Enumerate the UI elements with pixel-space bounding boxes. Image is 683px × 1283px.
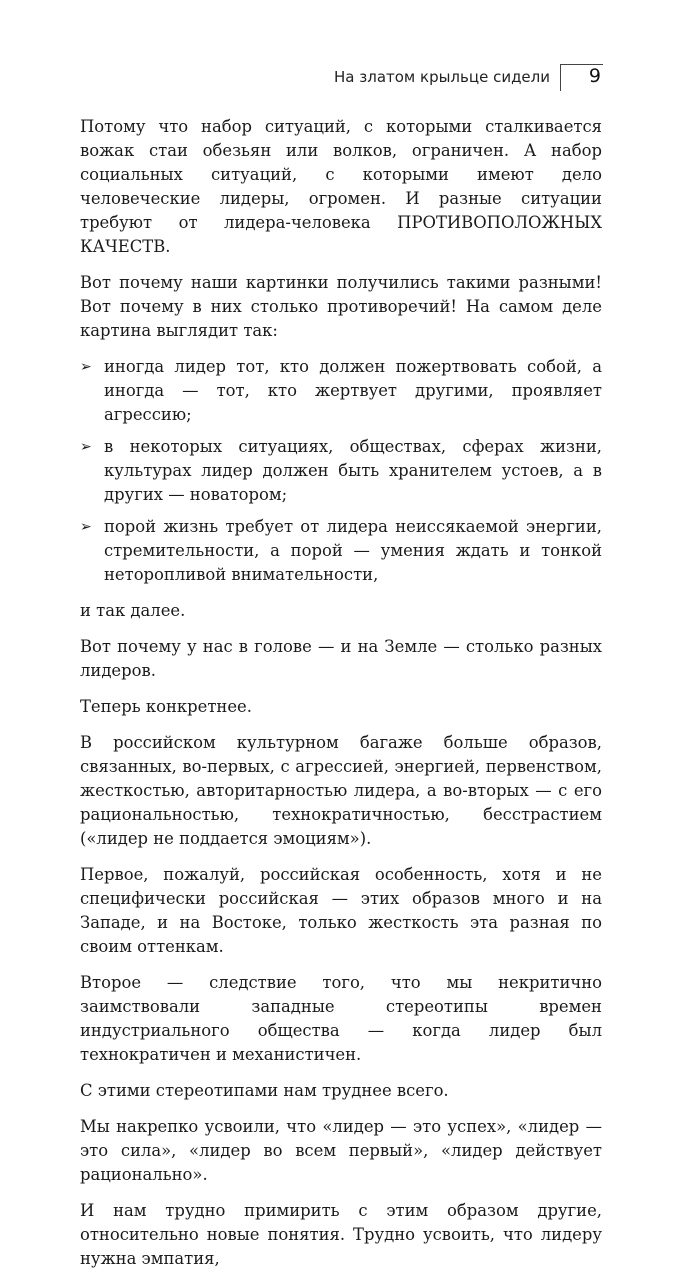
arrow-bullet-icon: ➢ — [80, 439, 92, 455]
paragraph: Вот почему у нас в голове — и на Земле — столько разных лидеров. — [80, 637, 602, 680]
paragraph: В российском культурном багаже больше образов, связанных, во-первых, с агрессией, энергией, первенством, жесткостью, авторитарностью лидера, а во-вторых — с его рациональностью, технократичностью, бесстрастием («лидер не поддается эмоциям»). — [80, 733, 602, 848]
list-item-text: в некоторых ситуациях, обществах, сферах жизни, культурах лидер должен быть хранителем устоев, а в других — новатором; — [104, 437, 602, 504]
paragraph: Мы накрепко усвоили, что «лидер — это успех», «лидер — это сила», «лидер во всем первый», «лидер действует рационально». — [80, 1117, 602, 1184]
paragraph: Второе — следствие того, что мы некритично заимствовали западные стереотипы времен индустриального общества — когда лидер был технократичен и механистичен. — [80, 973, 602, 1064]
page-body — [80, 115, 602, 1283]
list-item-text: иногда лидер тот, кто должен пожертвовать собой, а иногда — тот, кто жертвует другими, проявляет агрессию; — [104, 357, 602, 424]
bullet-list — [80, 355, 602, 587]
paragraph: Вот почему наши картинки получились такими разными! Вот почему в них столько противоречий! На самом деле картина выглядит так: — [80, 273, 602, 340]
page-header — [0, 56, 683, 96]
paragraph: И нам трудно примирить с этим образом другие, относительно новые понятия. Трудно усвоить, что лидеру нужна эмпатия, — [80, 1201, 602, 1268]
list-item — [80, 435, 602, 507]
paragraph: Теперь конкретнее. — [80, 697, 252, 716]
list-item — [80, 515, 602, 587]
page-number-box — [560, 64, 603, 91]
running-title: На златом крыльце сидели — [334, 68, 550, 86]
paragraph: Потому что набор ситуаций, с которыми сталкивается вожак стаи обезьян или волков, ограничен. А набор социальных ситуаций, с которыми имеют дело человеческие лидеры, огромен. И разные ситуации требуют от лидера-человека ПРОТИВОПОЛОЖНЫХ КАЧЕСТВ. — [80, 117, 602, 256]
paragraph: и так далее. — [80, 601, 186, 620]
paragraph: Первое, пожалуй, российская особенность, хотя и не специфически российская — этих образов много и на Западе, и на Востоке, только жесткость эта разная по своим оттенкам. — [80, 865, 602, 956]
list-item — [80, 355, 602, 427]
page-number: 9 — [588, 65, 601, 87]
list-item-text: порой жизнь требует от лидера неиссякаемой энергии, стремительности, а порой — умения ждать и тонкой неторопливой внимательности, — [104, 517, 602, 584]
arrow-bullet-icon: ➢ — [80, 519, 92, 535]
paragraph: С этими стереотипами нам труднее всего. — [80, 1081, 449, 1100]
arrow-bullet-icon: ➢ — [80, 359, 92, 375]
